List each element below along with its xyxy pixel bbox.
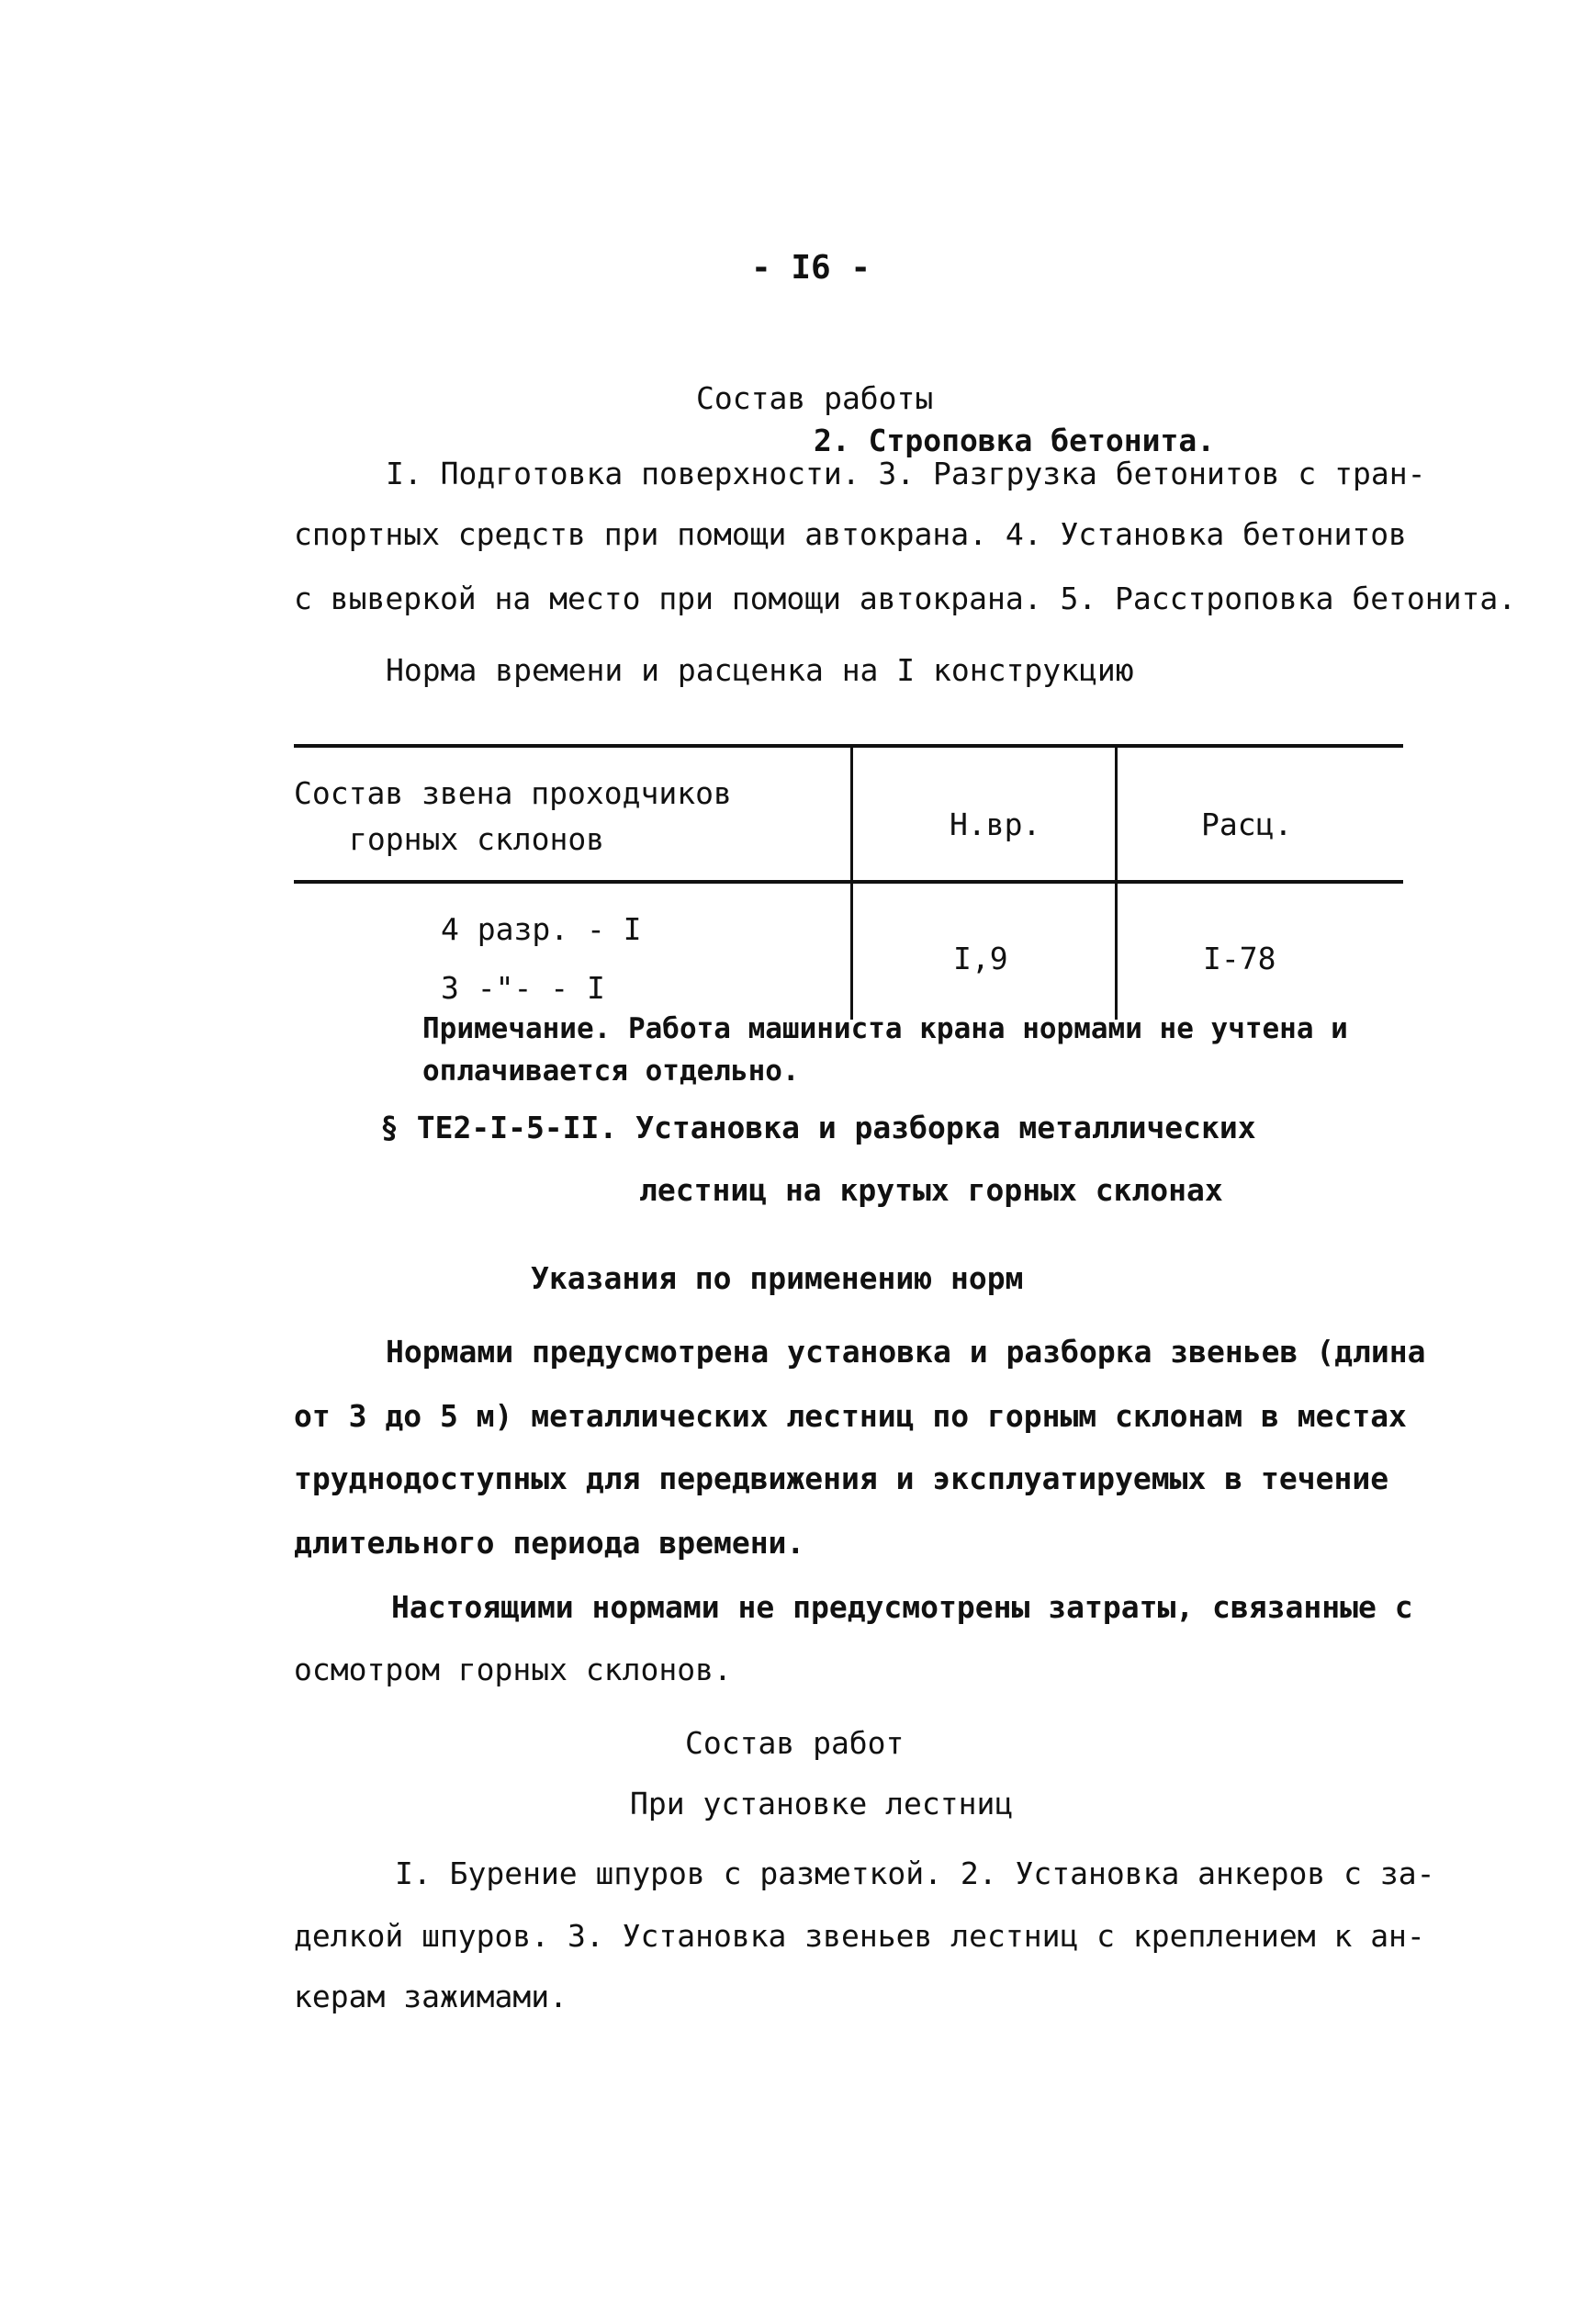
- work-line: I. Подготовка поверхности. 3. Разгрузка бетонитов с тран-: [386, 456, 1426, 491]
- paragraph-title: § ТЕ2-I-5-II. Установка и разборка металлических: [380, 1110, 1256, 1145]
- section-heading: Состав работы: [696, 380, 934, 416]
- instructions-heading: Указания по применению норм: [531, 1260, 1024, 1296]
- table-cell-rasc: I-78: [1203, 941, 1276, 976]
- instructions-text: Нормами предусмотрена установка и разборка звеньев (длина: [386, 1334, 1426, 1370]
- table-cell-crew: 3 -"- - I: [441, 970, 605, 1006]
- instructions-text: Настоящими нормами не предусмотрены затраты, связанные с: [391, 1589, 1413, 1625]
- note: оплачивается отдельно.: [422, 1055, 800, 1088]
- instructions-text: от 3 до 5 м) металлических лестниц по горным склонам в местах: [294, 1398, 1407, 1434]
- table-header-rasc: Расц.: [1201, 806, 1293, 842]
- work-subheading: При установке лестниц: [630, 1786, 1014, 1822]
- work-text: I. Бурение шпуров с разметкой. 2. Установка анкеров с за-: [395, 1855, 1435, 1891]
- work-text: делкой шпуров. 3. Установка звеньев лестниц с креплением к ан-: [294, 1918, 1425, 1954]
- norm-caption: Норма времени и расценка на I конструкцию: [386, 652, 1134, 688]
- table-header-crew: горных склонов: [349, 821, 605, 857]
- note: Примечание. Работа машиниста крана нормами не учтена и: [422, 1012, 1348, 1045]
- work-heading: Состав работ: [685, 1725, 905, 1761]
- work-line: 2. Строповка бетонита.: [814, 423, 1216, 458]
- work-line: спортных средств при помощи автокрана. 4. Установка бетонитов: [294, 516, 1407, 552]
- table-cell-crew: 4 разр. - I: [441, 911, 642, 947]
- table-header-crew: Состав звена проходчиков: [294, 775, 732, 811]
- table-cell-nvr: I,9: [953, 941, 1008, 976]
- page-number: - I6 -: [751, 249, 871, 287]
- instructions-text: осмотром горных склонов.: [294, 1652, 732, 1687]
- instructions-text: длительного периода времени.: [294, 1525, 805, 1561]
- instructions-text: труднодоступных для передвижения и эксплуатируемых в течение: [294, 1461, 1389, 1496]
- paragraph-title: лестниц на крутых горных склонах: [639, 1172, 1223, 1208]
- work-line: с выверкой на место при помощи автокрана. 5. Расстроповка бетонита.: [294, 581, 1517, 616]
- table-header-nvr: Н.вр.: [950, 806, 1041, 842]
- work-text: керам зажимами.: [294, 1979, 568, 2014]
